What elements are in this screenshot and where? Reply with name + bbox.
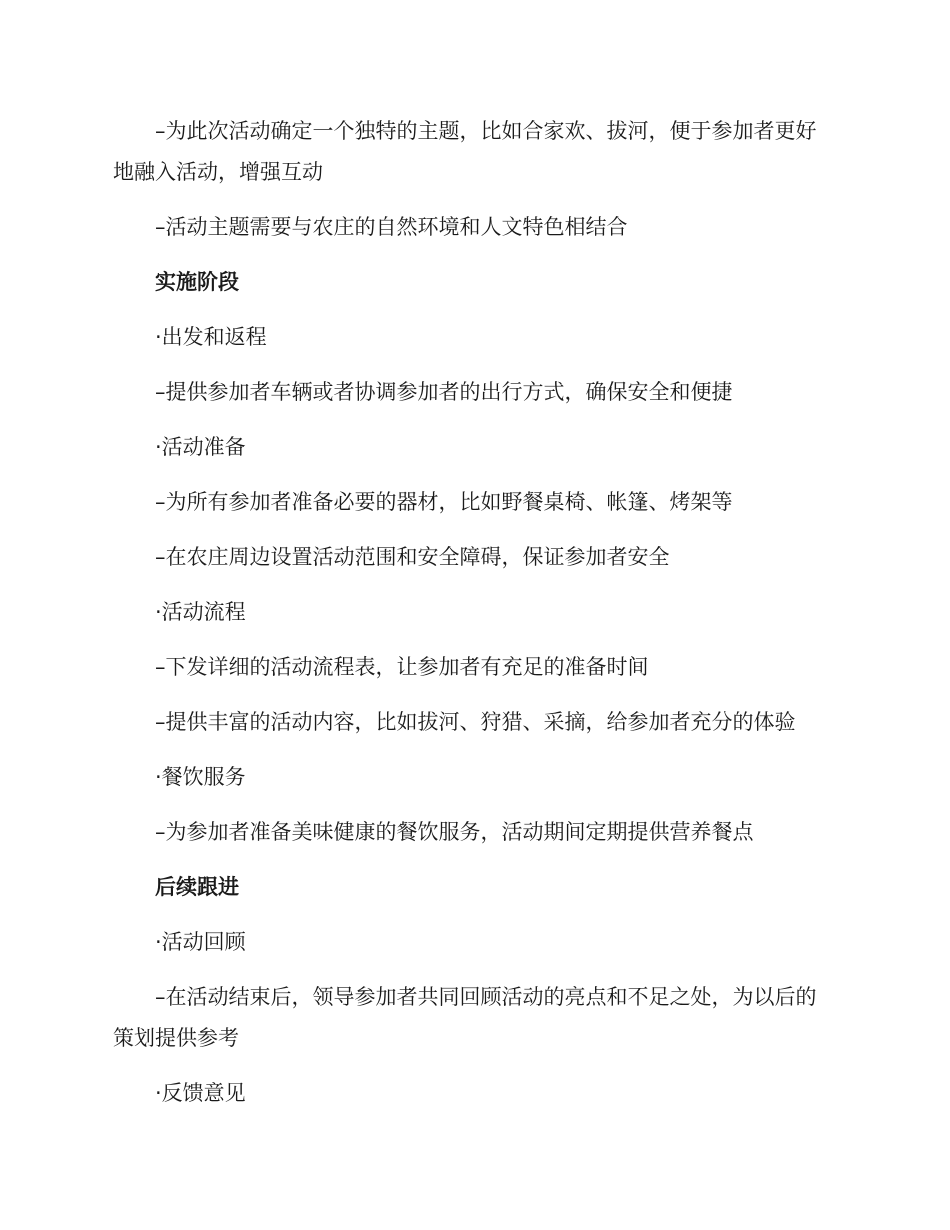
- section-heading-implementation: 实施阶段: [155, 270, 239, 294]
- paragraph-transport: –提供参加者车辆或者协调参加者的出行方式，确保安全和便捷: [155, 380, 733, 404]
- paragraph-schedule: –下发详细的活动流程表，让参加者有充足的准备时间: [155, 655, 649, 679]
- paragraph-equipment: –为所有参加者准备必要的器材，比如野餐桌椅、帐篷、烤架等: [155, 490, 733, 514]
- bullet-activity-prep: ·活动准备: [155, 435, 246, 459]
- bullet-departure-return: ·出发和返程: [155, 325, 267, 349]
- paragraph-theme-combine: –活动主题需要与农庄的自然环境和人文特色相结合: [155, 215, 628, 239]
- bullet-catering: ·餐饮服务: [155, 765, 246, 789]
- paragraph-theme-unique: –为此次活动确定一个独特的主题，比如合家欢、拔河，便于参加者更好地融入活动，增强互动: [113, 119, 817, 184]
- paragraph-meals: –为参加者准备美味健康的餐饮服务，活动期间定期提供营养餐点: [155, 820, 754, 844]
- bullet-activity-flow: ·活动流程: [155, 600, 246, 624]
- paragraph-review-detail: –在活动结束后，领导参加者共同回顾活动的亮点和不足之处，为以后的策划提供参考: [113, 985, 817, 1050]
- bullet-feedback: ·反馈意见: [155, 1081, 246, 1105]
- paragraph-content: –提供丰富的活动内容，比如拔河、狩猎、采摘，给参加者充分的体验: [155, 710, 796, 734]
- bullet-review: ·活动回顾: [155, 930, 246, 954]
- section-heading-followup: 后续跟进: [155, 875, 239, 899]
- paragraph-safety: –在农庄周边设置活动范围和安全障碍，保证参加者安全: [155, 545, 670, 569]
